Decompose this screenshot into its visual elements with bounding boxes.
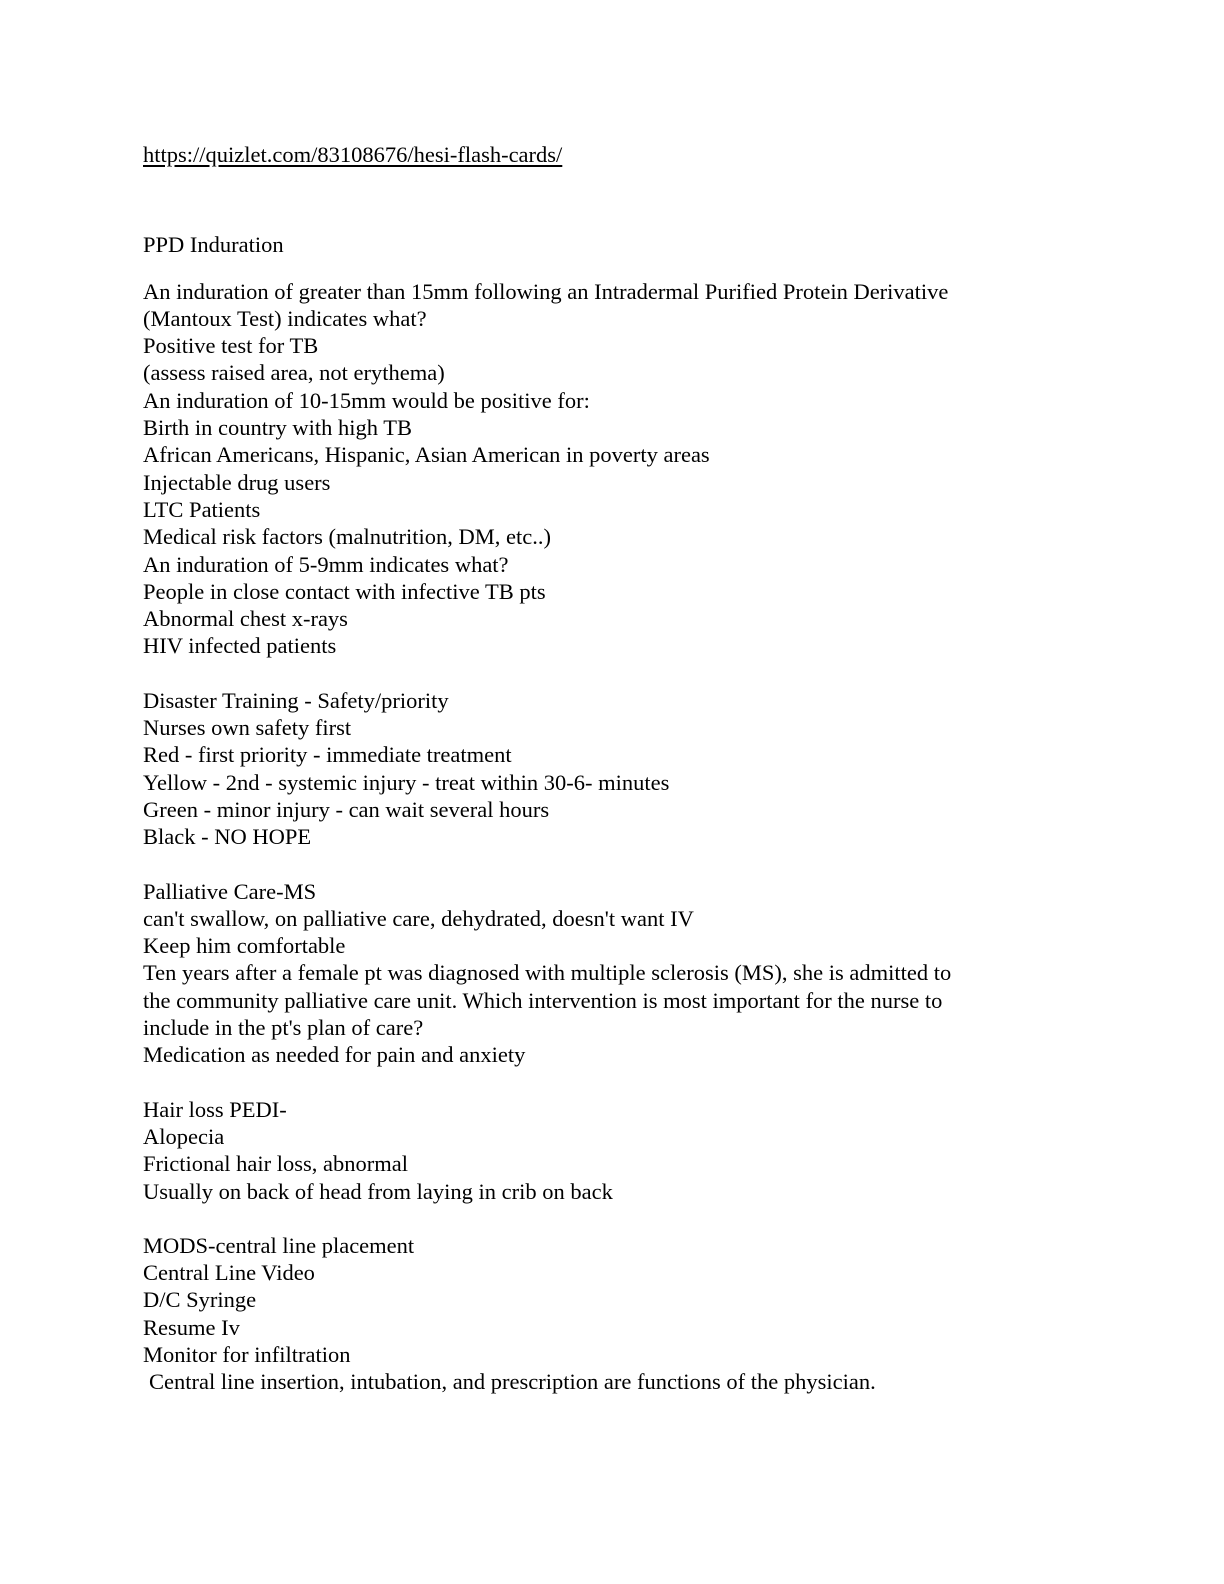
ppd-line: (Mantoux Test) indicates what? bbox=[143, 305, 427, 331]
palliative-line: include in the pt's plan of care? bbox=[143, 1015, 424, 1041]
mods-line: Central Line Video bbox=[143, 1260, 315, 1286]
mods-section bbox=[143, 1232, 1023, 1396]
ppd-line: Birth in country with high TB bbox=[143, 415, 412, 441]
ppd-line: (assess raised area, not erythema) bbox=[143, 360, 445, 386]
hairloss-line: Alopecia bbox=[143, 1123, 225, 1149]
hairloss-line: Frictional hair loss, abnormal bbox=[143, 1151, 408, 1177]
ppd-section bbox=[143, 278, 1023, 660]
ppd-line: People in close contact with infective TB pts bbox=[143, 578, 546, 604]
ppd-heading: PPD Induration bbox=[143, 232, 284, 258]
hairloss-heading: Hair loss PEDI- bbox=[143, 1096, 287, 1122]
palliative-line: the community palliative care unit. Which intervention is most important for the nurse to bbox=[143, 987, 943, 1013]
ppd-line: HIV infected patients bbox=[143, 633, 337, 659]
ppd-line: An induration of 10-15mm would be positive for: bbox=[143, 387, 590, 413]
mods-heading: MODS-central line placement bbox=[143, 1232, 415, 1258]
hairloss-line: Usually on back of head from laying in crib on back bbox=[143, 1178, 613, 1204]
palliative-line: Medication as needed for pain and anxiety bbox=[143, 1042, 526, 1068]
disaster-line: Yellow - 2nd - systemic injury - treat within 30-6- minutes bbox=[143, 769, 670, 795]
palliative-line: Keep him comfortable bbox=[143, 933, 346, 959]
palliative-line: Ten years after a female pt was diagnosed with multiple sclerosis (MS), she is admitted to bbox=[143, 960, 952, 986]
ppd-line: Positive test for TB bbox=[143, 333, 319, 359]
ppd-line: Abnormal chest x-rays bbox=[143, 606, 348, 632]
palliative-line: can't swallow, on palliative care, dehydrated, doesn't want IV bbox=[143, 905, 694, 931]
disaster-line: Red - first priority - immediate treatment bbox=[143, 742, 512, 768]
ppd-line: An induration of 5-9mm indicates what? bbox=[143, 551, 509, 577]
quizlet-link[interactable]: https://quizlet.com/83108676/hesi-flash-cards/ bbox=[143, 142, 563, 167]
mods-line: D/C Syringe bbox=[143, 1287, 257, 1313]
ppd-line: LTC Patients bbox=[143, 496, 261, 522]
hairloss-section bbox=[143, 1096, 1023, 1205]
mods-line: Monitor for infiltration bbox=[143, 1341, 351, 1367]
ppd-line: Injectable drug users bbox=[143, 469, 331, 495]
ppd-line: An induration of greater than 15mm following an Intradermal Purified Protein Derivative bbox=[143, 278, 949, 304]
document-page bbox=[143, 141, 1023, 1423]
mods-line: Resume Iv bbox=[143, 1314, 240, 1340]
palliative-heading: Palliative Care-MS bbox=[143, 878, 317, 904]
ppd-line: Medical risk factors (malnutrition, DM, etc..) bbox=[143, 524, 552, 550]
mods-line: Central line insertion, intubation, and prescription are functions of the physician. bbox=[149, 1369, 876, 1395]
disaster-line: Black - NO HOPE bbox=[143, 824, 312, 850]
disaster-line: Nurses own safety first bbox=[143, 715, 352, 741]
disaster-line: Green - minor injury - can wait several hours bbox=[143, 796, 550, 822]
palliative-section bbox=[143, 878, 1023, 1069]
disaster-section bbox=[143, 687, 1023, 851]
disaster-heading: Disaster Training - Safety/priority bbox=[143, 687, 449, 713]
ppd-line: African Americans, Hispanic, Asian American in poverty areas bbox=[143, 442, 710, 468]
